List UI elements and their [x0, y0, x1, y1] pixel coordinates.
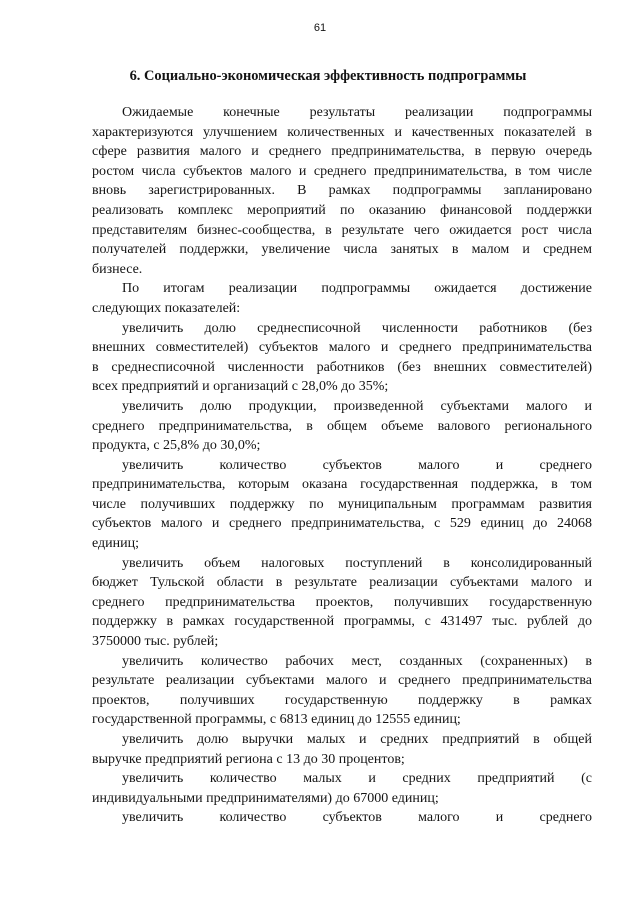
text-line: увеличить количество субъектов малого и среднего	[122, 457, 592, 473]
text-line: получателей поддержки, увеличение числа занятых в малом и среднем	[92, 242, 592, 258]
text-line: в среднесписочной численности работников (без внешних совместителей)	[92, 359, 592, 375]
text-line: увеличить долю выручки малых и средних предприятий в общей	[122, 732, 592, 747]
text-line: бизнесе.	[92, 261, 143, 277]
text-line: следующих показателей:	[92, 300, 241, 316]
text-line: увеличить количество субъектов малого и среднего	[122, 810, 592, 826]
text-line: поддержку в рамках государственной программы, с 431497 тыс. рублей до	[92, 614, 592, 630]
text-line: сфере развития малого и среднего предпринимательства, в первую очередь	[92, 144, 592, 160]
text-line: единиц;	[92, 536, 140, 552]
page-number: 61	[313, 22, 327, 34]
text-line: проектов, получивших государственную поддержку в рамках	[92, 692, 592, 708]
text-line: всех предприятий и организаций с 28,0% до 35%;	[92, 379, 389, 395]
text-line: государственной программы, с 6813 единиц до 12555 единиц;	[92, 712, 461, 728]
text-line: характеризуются улучшением количественных и качественных показателей в	[92, 124, 592, 140]
text-line: бюджет Тульской области в результате реализации субъектами малого и	[92, 575, 592, 591]
text-line: внешних совместителей) субъектов малого и среднего предпринимательства	[92, 340, 592, 356]
text-line: среднего предпринимательства, в общем объеме валового регионального	[92, 418, 592, 434]
text-line: ростом числа субъектов малого и среднего предпринимательства, в том числе	[92, 163, 592, 179]
text-line: По итогам реализации подпрограммы ожидается достижение	[122, 281, 592, 297]
text-line: результате реализации субъектами малого и среднего предпринимательства	[92, 673, 592, 689]
text-line: увеличить долю продукции, произведенной субъектами малого и	[122, 398, 592, 414]
text-line: среднего предпринимательства проектов, получивших государственную	[92, 594, 592, 610]
text-line: вновь зарегистрированных. В рамках подпрограммы запланировано	[92, 183, 592, 199]
text-line: увеличить долю среднесписочной численности работников (без	[122, 320, 592, 336]
text-line: числе получивших поддержку по муниципальным программам развития	[92, 496, 592, 512]
text-line: увеличить количество рабочих мест, созданных (сохраненных) в	[122, 653, 592, 669]
text-line: увеличить объем налоговых поступлений в консолидированный	[122, 555, 592, 571]
text-line: 3750000 тыс. рублей;	[92, 634, 219, 650]
text-line: Ожидаемые конечные результаты реализации подпрограммы	[122, 105, 592, 120]
text-line: субъектов малого и среднего предпринимательства, с 529 единиц до 24068	[92, 516, 592, 532]
body-text	[92, 103, 592, 828]
text-line: индивидуальными предпринимателями) до 67000 единиц;	[92, 790, 439, 806]
text-line: предпринимательства, которым оказана государственная поддержка, в том	[92, 477, 592, 493]
text-line: реализовать комплекс мероприятий по оказанию финансовой поддержки	[92, 202, 592, 218]
text-line: представителям бизнес-сообщества, в результате чего ожидается рост числа	[92, 222, 592, 238]
section-heading: 6. Социально-экономическая эффективность подпрограммы	[129, 68, 527, 84]
text-line: продукта, с 25,8% до 30,0%;	[92, 438, 261, 454]
text-line: увеличить количество малых и средних предприятий (с	[122, 771, 592, 787]
text-line: выручке предприятий региона с 13 до 30 процентов;	[92, 751, 405, 767]
